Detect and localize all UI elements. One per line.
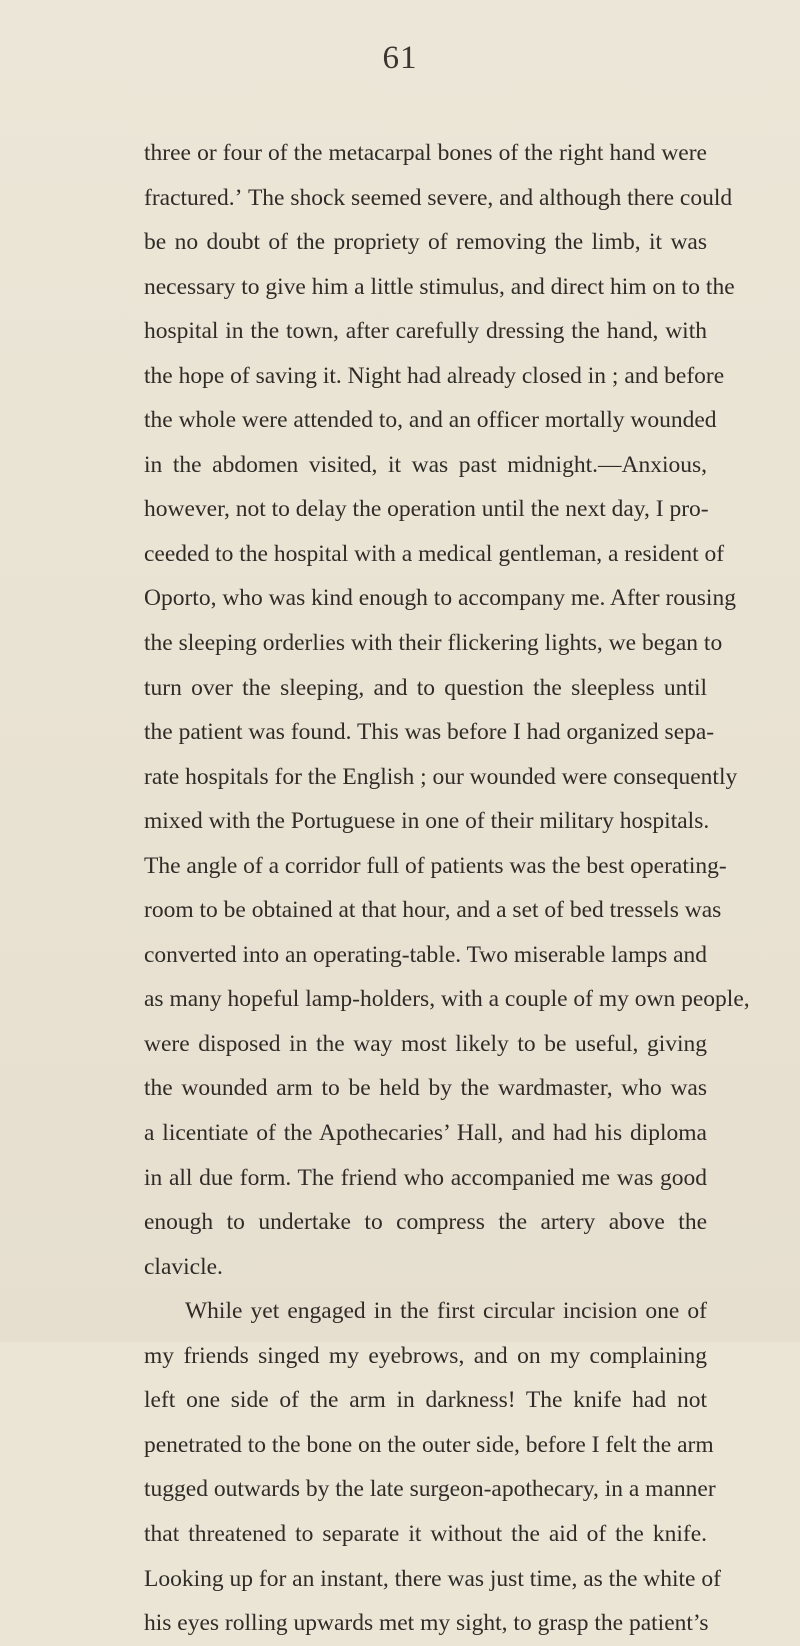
- text-line: the patient was found. This was before I had organized sepa-: [144, 719, 715, 746]
- text-line: clavicle.: [144, 1253, 223, 1280]
- text-line: three or four of the metacarpal bones of the right hand were: [144, 140, 707, 166]
- text-line: penetrated to the bone on the outer side, before I felt the arm: [144, 1431, 714, 1458]
- text-line: fractured.ʼ The shock seemed severe, and although there could: [144, 184, 733, 211]
- text-line: room to be obtained at that hour, and a set of bed tressels was: [144, 897, 722, 924]
- text-line: enough to undertake to compress the artery above the: [144, 1209, 707, 1236]
- text-line: hospital in the town, after carefully dressing the hand, with: [144, 318, 707, 345]
- text-line: in the abdomen visited, it was past midnight.—Anxious,: [144, 451, 707, 478]
- text-line: necessary to give him a little stimulus, and direct him on to the: [144, 273, 735, 300]
- text-line: a licentiate of the Apothecaries’ Hall, and had his diploma: [144, 1120, 707, 1147]
- text-line: tugged outwards by the late surgeon-apothecary, in a manner: [144, 1476, 716, 1503]
- text-line: in all due form. The friend who accompanied me was good: [144, 1164, 707, 1191]
- text-line: my friends singed my eyebrows, and on my complaining: [144, 1342, 707, 1369]
- text-line: Oporto, who was kind enough to accompany me. After rousing: [144, 585, 736, 612]
- text-line: as many hopeful lamp-holders, with a couple of my own people,: [144, 986, 750, 1013]
- text-line: were disposed in the way most likely to be useful, giving: [144, 1030, 707, 1057]
- text-line: converted into an operating-table. Two miserable lamps and: [144, 941, 708, 968]
- text-line: the wounded arm to be held by the wardmaster, who was: [144, 1075, 707, 1102]
- text-line: the sleeping orderlies with their flickering lights, we began to: [144, 630, 723, 657]
- text-line: rate hospitals for the English ; our wounded were consequently: [144, 763, 738, 790]
- text-line: that threatened to separate it without the aid of the knife.: [144, 1520, 707, 1547]
- page-number: 61: [382, 40, 418, 76]
- text-line: his eyes rolling upwards met my sight, to grasp the patient’s: [144, 1610, 709, 1637]
- text-line: the hope of saving it. Night had already closed in ; and before: [144, 362, 725, 389]
- text-line: Looking up for an instant, there was just time, as the white of: [144, 1565, 721, 1592]
- text-line: The angle of a corridor full of patients was the best operating-: [144, 852, 727, 879]
- text-line: however, not to delay the operation until the next day, I pro-: [144, 496, 709, 523]
- text-line: be no doubt of the propriety of removing the limb, it was: [144, 229, 707, 256]
- text-line: mixed with the Portuguese in one of their military hospitals.: [144, 808, 710, 835]
- text-line: the whole were attended to, and an officer mortally wounded: [144, 407, 717, 434]
- text-line: ceeded to the hospital with a medical gentleman, a resident of: [144, 540, 725, 567]
- text-line: left one side of the arm in darkness! The knife had not: [144, 1387, 707, 1414]
- text-line: turn over the sleeping, and to question the sleepless until: [144, 674, 707, 701]
- body-text: [144, 131, 750, 1646]
- text-line: While yet engaged in the first circular incision one of: [185, 1298, 707, 1325]
